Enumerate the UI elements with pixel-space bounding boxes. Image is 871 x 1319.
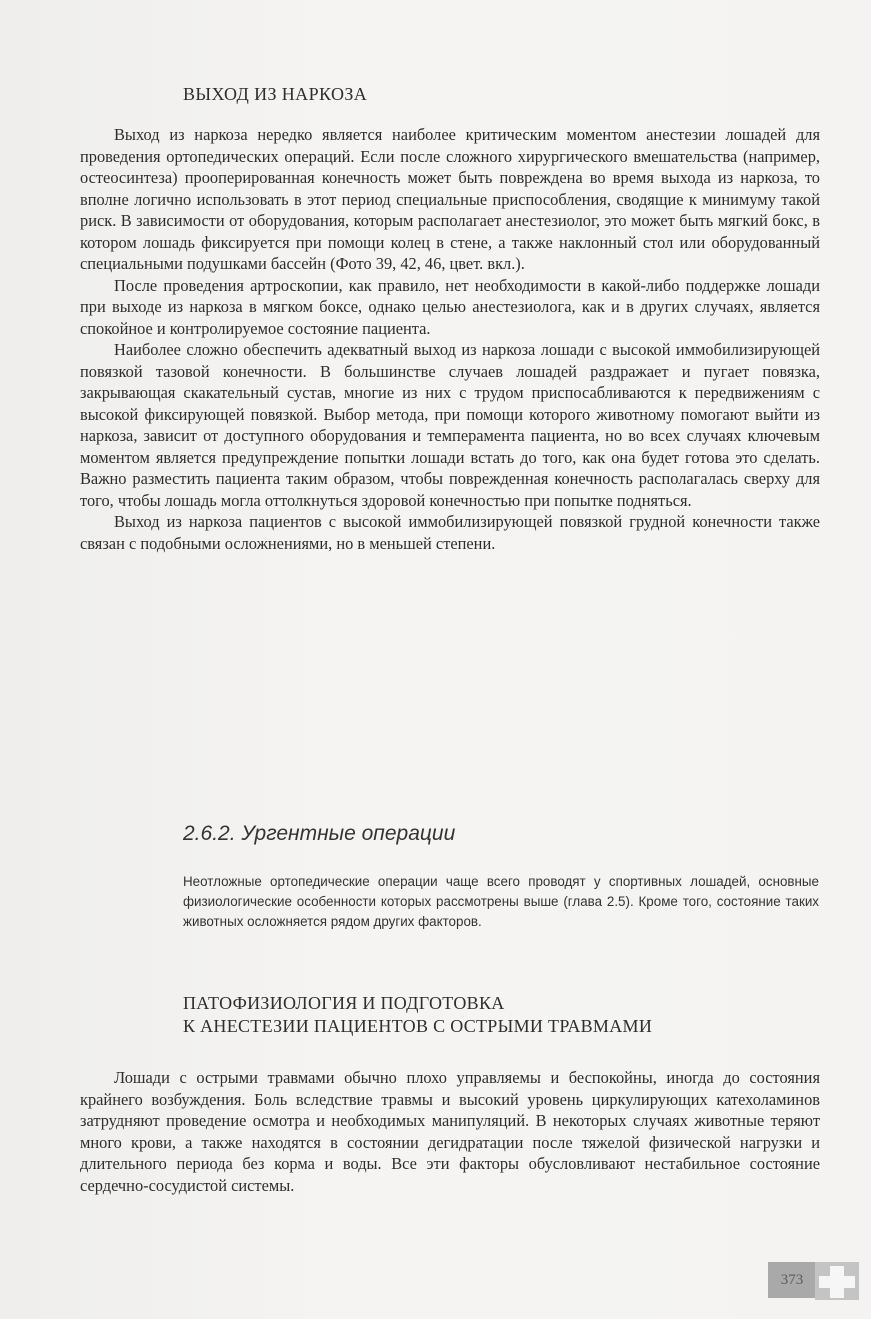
subsection-title: 2.6.2. Ургентные операции [183,822,456,845]
heading-line: К АНЕСТЕЗИИ ПАЦИЕНТОВ С ОСТРЫМИ ТРАВМАМИ [183,1016,653,1036]
paragraph: Выход из наркоза нередко является наиболее критическим моментом анестезии лошадей для проведения ортопедических операций. Если после сложного хирургического вмешательства (например, остеосинтеза) прооперированная конечность может быть повреждена во время выхода из наркоза, то вполне логично использовать в этот период специальные приспособления, сводящие к минимуму такой риск. В зависимости от оборудования, которым располагает анестезиолог, это может быть мягкий бокс, в котором лошадь фиксируется при помощи колец в стене, а также наклонный стол или оборудованный специальными подушками бассейн (Фото 39, 42, 46, цвет. вкл.). [80,125,820,273]
section-heading-recovery: ВЫХОД ИЗ НАРКОЗА [183,84,368,104]
paragraph: После проведения артроскопии, как правило, нет необходимости в какой-либо поддержке лошади при выходе из наркоза в мягком боксе, однако целью анестезиолога, как и в других случаях, является спокойное и контролируемое состояние пациента. [80,275,820,338]
section-heading-pathophysiology [183,992,652,1038]
medical-cross-icon [815,1260,859,1302]
section-body-pathophysiology [80,1067,820,1196]
paragraph: Выход из наркоза пациентов с высокой иммобилизирующей повязкой грудной конечности также связан с подобными осложнениями, но в меньшей степени. [80,512,820,553]
heading-line: ПАТОФИЗИОЛОГИЯ И ПОДГОТОВКА [183,993,505,1013]
paragraph: Лошади с острыми травмами обычно плохо управляемы и беспокойны, иногда до состояния крайнего возбуждения. Боль вследствие травмы и высокий уровень циркулирующих катехоламинов затрудняют проведение осмотра и необходимых манипуляций. В некоторых случаях животные теряют много крови, а также находятся в состоянии дегидратации после тяжелой физической нагрузки и длительного периода без корма и воды. Все эти факторы обусловливают нестабильное состояние сердечно-сосудистой системы. [80,1068,820,1195]
subsection-abstract: Неотложные ортопедические операции чаще всего проводят у спортивных лошадей, основные физиологические особенности которых рассмотрены выше (глава 2.5). Кроме того, состояние таких животных осложняется рядом других факторов. [183,874,819,929]
page-number: 373 [768,1262,816,1298]
paragraph: Наиболее сложно обеспечить адекватный выход из наркоза лошади с высокой иммобилизирующей повязкой тазовой конечности. В большинстве случаев лошадей раздражает и пугает повязка, закрывающая скакательный сустав, многие из них с трудом приспосабливаются к передвижениям с высокой фиксирующей повязкой. Выбор метода, при помощи которого животному помогают выйти из наркоза, зависит от доступного оборудования и темперамента пациента, но во всех случаях ключевым моментом является предупреждение попытки лошади встать до того, как она будет готова это сделать. Важно разместить пациента таким образом, чтобы поврежденная конечность располагалась сверху для того, чтобы лошадь могла оттолкнуться здоровой конечностью при попытке подняться. [80,340,820,510]
section-body-recovery [80,124,820,554]
